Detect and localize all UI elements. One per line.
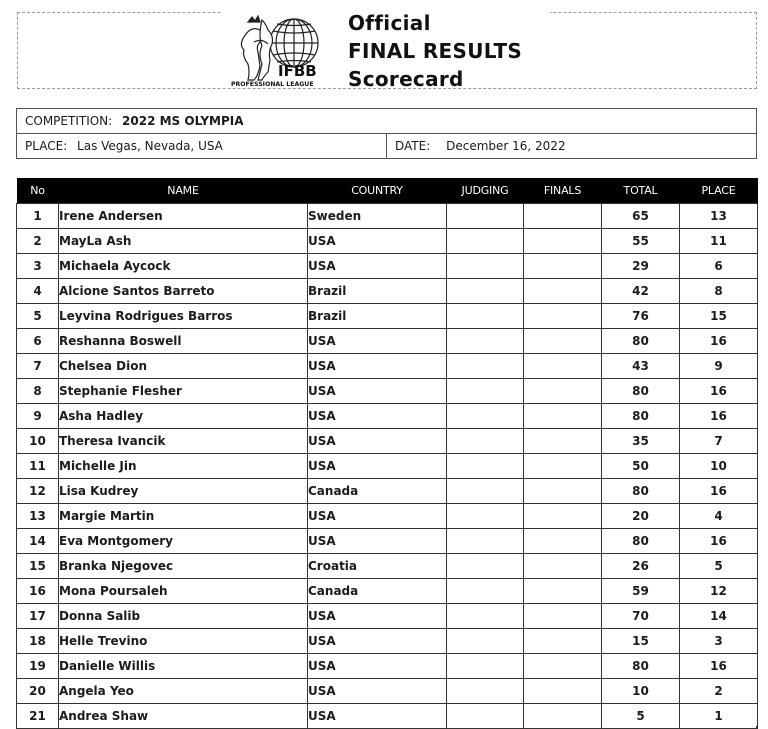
cell-country: Canada	[308, 478, 447, 503]
cell-place: 5	[680, 553, 758, 578]
cell-name: Alcione Santos Barreto	[59, 278, 308, 303]
table-row	[17, 278, 758, 303]
cell-judging	[447, 378, 524, 403]
table-row	[17, 528, 758, 553]
cell-name: Donna Salib	[59, 603, 308, 628]
table-row	[17, 703, 758, 728]
cell-finals	[524, 228, 602, 253]
cell-place: 1	[680, 703, 758, 728]
column-header-name: NAME	[59, 178, 308, 203]
cell-place: 16	[680, 528, 758, 553]
competition-label: COMPETITION:	[25, 114, 113, 128]
cell-judging	[447, 328, 524, 353]
cell-no: 20	[17, 678, 59, 703]
cell-finals	[524, 678, 602, 703]
cell-place: 2	[680, 678, 758, 703]
cell-total: 59	[602, 578, 680, 603]
cell-judging	[447, 353, 524, 378]
cell-country: USA	[308, 353, 447, 378]
cell-total: 29	[602, 253, 680, 278]
cell-place: 14	[680, 603, 758, 628]
title-line-official: Official	[348, 11, 431, 35]
competition-row	[17, 109, 756, 134]
cell-finals	[524, 328, 602, 353]
cell-finals	[524, 703, 602, 728]
cell-finals	[524, 253, 602, 278]
cell-finals	[524, 603, 602, 628]
table-row	[17, 303, 758, 328]
table-row	[17, 678, 758, 703]
cell-judging	[447, 403, 524, 428]
cell-no: 17	[17, 603, 59, 628]
cell-place: 16	[680, 403, 758, 428]
cell-no: 18	[17, 628, 59, 653]
cell-total: 80	[602, 403, 680, 428]
cell-name: Irene Andersen	[59, 203, 308, 228]
cell-total: 80	[602, 378, 680, 403]
cell-name: Helle Trevino	[59, 628, 308, 653]
cell-total: 15	[602, 628, 680, 653]
cell-name: Angela Yeo	[59, 678, 308, 703]
cell-name: Theresa Ivancik	[59, 428, 308, 453]
date-label: DATE:	[395, 139, 431, 153]
competition-info-box	[16, 108, 757, 159]
cell-place: 16	[680, 378, 758, 403]
column-header-total: TOTAL	[602, 178, 680, 203]
cell-country: USA	[308, 703, 447, 728]
cell-finals	[524, 628, 602, 653]
cell-total: 42	[602, 278, 680, 303]
table-row	[17, 653, 758, 678]
cell-country: Brazil	[308, 303, 447, 328]
cell-judging	[447, 653, 524, 678]
title-line-scorecard: Scorecard	[348, 67, 464, 91]
cell-place: 10	[680, 453, 758, 478]
cell-country: USA	[308, 628, 447, 653]
cell-judging	[447, 553, 524, 578]
cell-place: 4	[680, 503, 758, 528]
cell-finals	[524, 553, 602, 578]
cell-country: USA	[308, 603, 447, 628]
cell-no: 4	[17, 278, 59, 303]
title-line-final-results: FINAL RESULTS	[348, 39, 523, 63]
cell-total: 20	[602, 503, 680, 528]
column-header-judging: JUDGING	[447, 178, 524, 203]
cell-country: USA	[308, 328, 447, 353]
cell-place: 12	[680, 578, 758, 603]
results-table	[16, 178, 758, 729]
table-row	[17, 628, 758, 653]
cell-name: Asha Hadley	[59, 403, 308, 428]
cell-country: Croatia	[308, 553, 447, 578]
place-value: Las Vegas, Nevada, USA	[77, 139, 223, 153]
cell-name: Reshanna Boswell	[59, 328, 308, 353]
table-row	[17, 553, 758, 578]
cell-name: Lisa Kudrey	[59, 478, 308, 503]
cell-country: USA	[308, 228, 447, 253]
document-title	[348, 9, 522, 93]
cell-name: Margie Martin	[59, 503, 308, 528]
cell-name: Michaela Aycock	[59, 253, 308, 278]
cell-total: 70	[602, 603, 680, 628]
column-header-country: COUNTRY	[308, 178, 447, 203]
column-header-place: PLACE	[680, 178, 758, 203]
table-row	[17, 228, 758, 253]
cell-total: 80	[602, 478, 680, 503]
cell-country: USA	[308, 528, 447, 553]
table-row	[17, 328, 758, 353]
cell-country: USA	[308, 253, 447, 278]
cell-no: 12	[17, 478, 59, 503]
place-date-row	[17, 134, 756, 158]
cell-name: Danielle Willis	[59, 653, 308, 678]
cell-judging	[447, 453, 524, 478]
cell-no: 9	[17, 403, 59, 428]
cell-finals	[524, 278, 602, 303]
ifbb-pro-league-logo	[228, 12, 338, 88]
cell-country: USA	[308, 453, 447, 478]
cell-country: USA	[308, 653, 447, 678]
cell-judging	[447, 203, 524, 228]
cell-finals	[524, 378, 602, 403]
cell-finals	[524, 578, 602, 603]
cell-no: 10	[17, 428, 59, 453]
cell-name: MayLa Ash	[59, 228, 308, 253]
svg-text:PROFESSIONAL LEAGUE: PROFESSIONAL LEAGUE	[231, 81, 314, 88]
cell-judging	[447, 578, 524, 603]
cell-no: 3	[17, 253, 59, 278]
table-row	[17, 453, 758, 478]
cell-place: 9	[680, 353, 758, 378]
cell-no: 6	[17, 328, 59, 353]
cell-judging	[447, 253, 524, 278]
cell-no: 14	[17, 528, 59, 553]
cell-judging	[447, 228, 524, 253]
cell-no: 15	[17, 553, 59, 578]
cell-no: 19	[17, 653, 59, 678]
cell-finals	[524, 528, 602, 553]
table-row	[17, 603, 758, 628]
cell-finals	[524, 403, 602, 428]
cell-no: 2	[17, 228, 59, 253]
cell-name: Eva Montgomery	[59, 528, 308, 553]
cell-finals	[524, 653, 602, 678]
table-row	[17, 378, 758, 403]
cell-total: 80	[602, 653, 680, 678]
cell-judging	[447, 303, 524, 328]
cell-place: 3	[680, 628, 758, 653]
table-row	[17, 253, 758, 278]
cell-total: 80	[602, 328, 680, 353]
cell-total: 35	[602, 428, 680, 453]
cell-place: 11	[680, 228, 758, 253]
cell-place: 15	[680, 303, 758, 328]
cell-finals	[524, 203, 602, 228]
place-cell	[17, 134, 387, 158]
cell-name: Leyvina Rodrigues Barros	[59, 303, 308, 328]
cell-judging	[447, 278, 524, 303]
ifbb-logo-icon	[228, 12, 338, 88]
table-row	[17, 353, 758, 378]
place-label: PLACE:	[25, 139, 68, 153]
cell-total: 76	[602, 303, 680, 328]
cell-place: 16	[680, 653, 758, 678]
table-row	[17, 403, 758, 428]
cell-place: 13	[680, 203, 758, 228]
cell-name: Michelle Jin	[59, 453, 308, 478]
cell-place: 16	[680, 328, 758, 353]
cell-finals	[524, 428, 602, 453]
date-cell	[387, 134, 566, 158]
column-header-no: No	[17, 178, 59, 203]
cell-total: 26	[602, 553, 680, 578]
cell-judging	[447, 528, 524, 553]
cell-judging	[447, 603, 524, 628]
cell-no: 8	[17, 378, 59, 403]
cell-finals	[524, 303, 602, 328]
cell-country: USA	[308, 403, 447, 428]
cell-name: Andrea Shaw	[59, 703, 308, 728]
cell-finals	[524, 353, 602, 378]
cell-total: 80	[602, 528, 680, 553]
cell-country: Sweden	[308, 203, 447, 228]
cell-total: 10	[602, 678, 680, 703]
cell-name: Branka Njegovec	[59, 553, 308, 578]
cell-no: 13	[17, 503, 59, 528]
cell-finals	[524, 478, 602, 503]
cell-country: USA	[308, 378, 447, 403]
cell-name: Mona Poursaleh	[59, 578, 308, 603]
cell-place: 16	[680, 478, 758, 503]
cell-country: Canada	[308, 578, 447, 603]
table-row	[17, 428, 758, 453]
cell-judging	[447, 628, 524, 653]
cell-total: 5	[602, 703, 680, 728]
table-row	[17, 203, 758, 228]
cell-name: Stephanie Flesher	[59, 378, 308, 403]
cell-judging	[447, 503, 524, 528]
cell-place: 7	[680, 428, 758, 453]
cell-no: 1	[17, 203, 59, 228]
cell-country: Brazil	[308, 278, 447, 303]
cell-total: 50	[602, 453, 680, 478]
cell-total: 65	[602, 203, 680, 228]
cell-no: 16	[17, 578, 59, 603]
cell-place: 6	[680, 253, 758, 278]
cell-total: 43	[602, 353, 680, 378]
cell-judging	[447, 703, 524, 728]
cell-judging	[447, 678, 524, 703]
table-row	[17, 478, 758, 503]
cell-judging	[447, 428, 524, 453]
cell-country: USA	[308, 678, 447, 703]
cell-total: 55	[602, 228, 680, 253]
cell-finals	[524, 503, 602, 528]
cell-place: 8	[680, 278, 758, 303]
column-header-finals: FINALS	[524, 178, 602, 203]
svg-text:IFBB: IFBB	[278, 62, 317, 80]
results-table-body	[17, 203, 758, 728]
table-header-row	[17, 178, 758, 203]
table-row	[17, 578, 758, 603]
cell-country: USA	[308, 503, 447, 528]
cell-name: Chelsea Dion	[59, 353, 308, 378]
competition-value: 2022 MS OLYMPIA	[122, 114, 244, 128]
cell-country: USA	[308, 428, 447, 453]
table-row	[17, 503, 758, 528]
cell-judging	[447, 478, 524, 503]
cell-no: 11	[17, 453, 59, 478]
cell-no: 7	[17, 353, 59, 378]
date-value: December 16, 2022	[446, 139, 566, 153]
cell-no: 5	[17, 303, 59, 328]
cell-finals	[524, 453, 602, 478]
cell-no: 21	[17, 703, 59, 728]
